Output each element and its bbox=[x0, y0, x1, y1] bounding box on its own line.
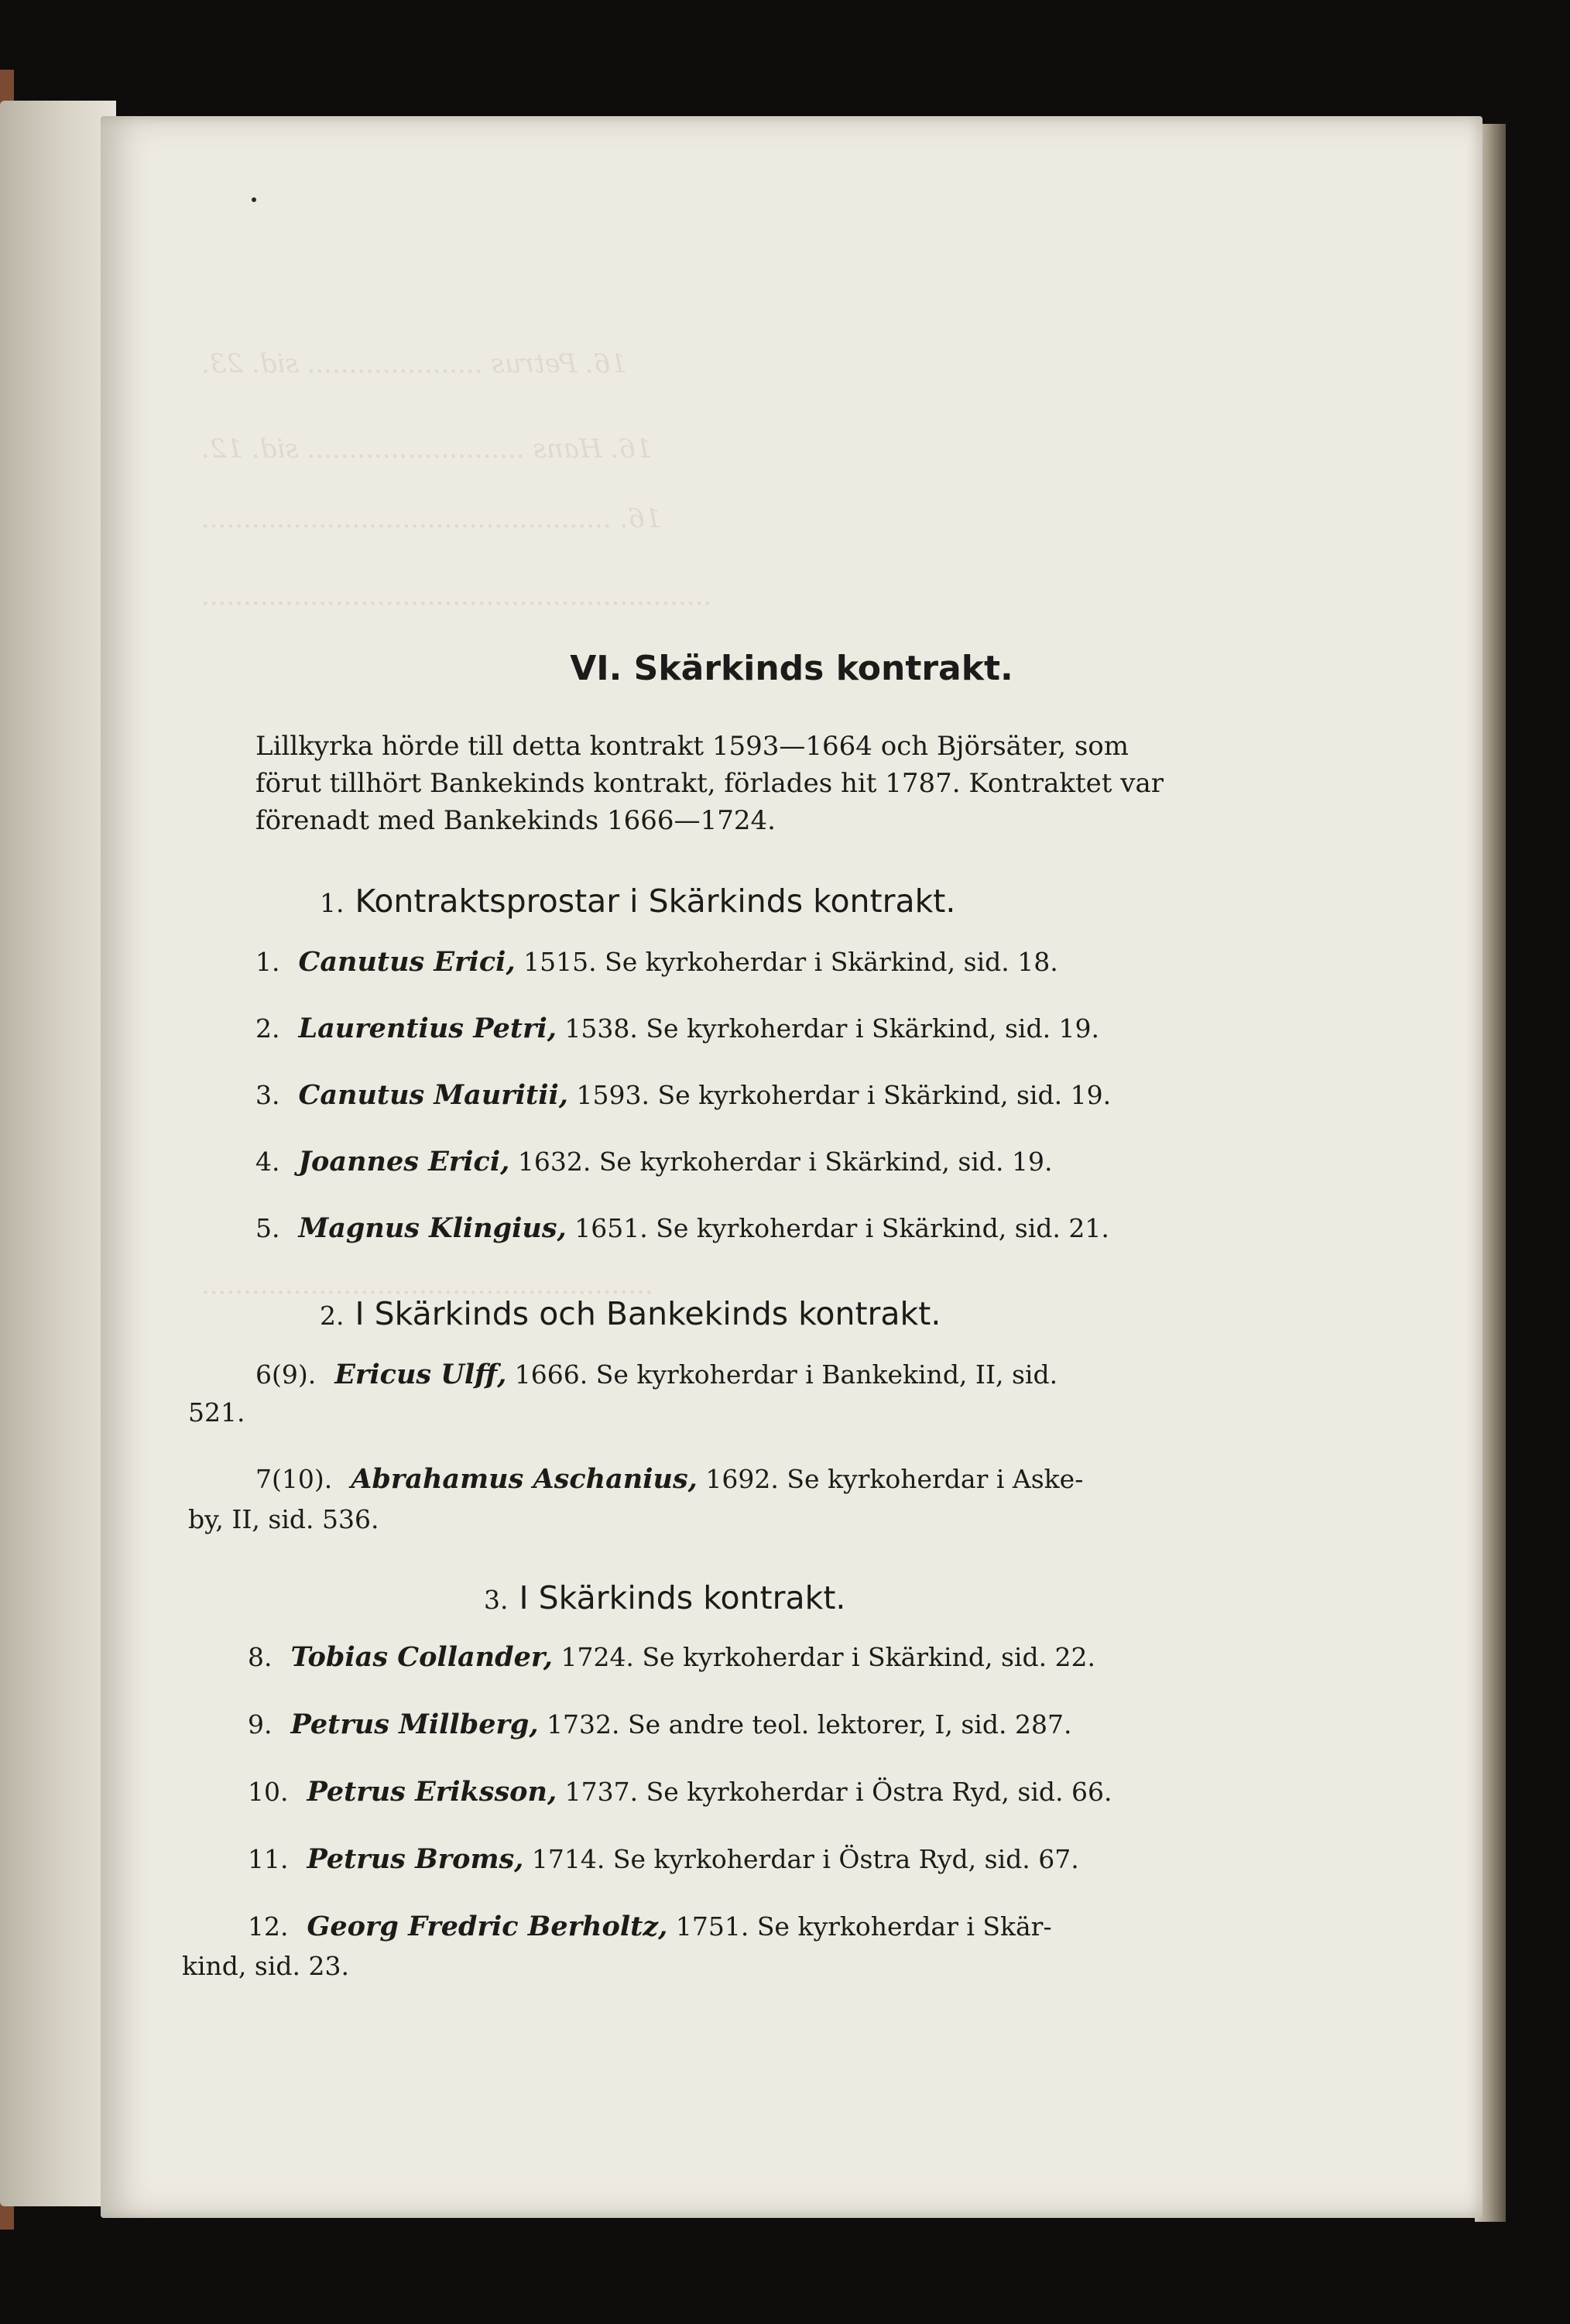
section-heading: 1. Kontraktsprostar i Skärkinds kontrakt. bbox=[320, 883, 956, 920]
intro-line: förenadt med Bankekinds 1666—1724. bbox=[255, 805, 776, 836]
intro-paragraph bbox=[255, 728, 1347, 839]
list-item-continuation: by, II, sid. 536. bbox=[188, 1504, 379, 1534]
list-item: 10. Petrus Eriksson, 1737. Se kyrkoherdar i Östra Ryd, sid. 66. bbox=[248, 1776, 1112, 1808]
list-item-continuation: kind, sid. 23. bbox=[182, 1951, 349, 1981]
section-heading: 2. I Skärkinds och Bankekinds kontrakt. bbox=[320, 1295, 941, 1332]
list-item: 4. Joannes Erici, 1632. Se kyrkoherdar i Skärkind, sid. 19. bbox=[255, 1146, 1053, 1177]
list-item: 7(10). Abrahamus Aschanius, 1692. Se kyrkoherdar i Aske- bbox=[255, 1463, 1084, 1495]
intro-line: förut tillhört Bankekinds kontrakt, förlades hit 1787. Kontraktet var bbox=[255, 768, 1164, 799]
list-item: 11. Petrus Broms, 1714. Se kyrkoherdar i Östra Ryd, sid. 67. bbox=[248, 1843, 1079, 1875]
list-item: 6(9). Ericus Ulff, 1666. Se kyrkoherdar i Bankekind, II, sid. bbox=[255, 1359, 1058, 1390]
chapter-heading: VI. Skärkinds kontrakt. bbox=[570, 649, 1013, 688]
intro-line: Lillkyrka hörde till detta kontrakt 1593—1664 och Björsäter, som bbox=[255, 731, 1129, 762]
section-heading: 3. I Skärkinds kontrakt. bbox=[484, 1579, 846, 1616]
list-item: 5. Magnus Klingius, 1651. Se kyrkoherdar i Skärkind, sid. 21. bbox=[255, 1212, 1109, 1244]
list-item: 8. Tobias Collander, 1724. Se kyrkoherdar i Skärkind, sid. 22. bbox=[248, 1641, 1096, 1673]
list-item: 12. Georg Fredric Berholtz, 1751. Se kyrkoherdar i Skär- bbox=[248, 1911, 1052, 1942]
facing-page-edge bbox=[0, 101, 116, 2206]
ink-speck bbox=[252, 197, 256, 202]
list-item-continuation: 521. bbox=[188, 1397, 245, 1428]
list-item: 3. Canutus Mauritii, 1593. Se kyrkoherdar i Skärkind, sid. 19. bbox=[255, 1079, 1112, 1111]
list-item: 9. Petrus Millberg, 1732. Se andre teol. lektorer, I, sid. 287. bbox=[248, 1709, 1072, 1740]
book-page: 16. Petrus ..................... sid. 23. 16. Hans .......................... sid. 12. 16. ................................................. ............................................................. ...................................................... VI. Skärkinds kontrakt. Lillkyrka hörde till detta kontrakt 1593—1664 och Björsäter, som förut tillhört Bankekinds kontrakt, förlades hit 1787. Kontraktet var förenadt med Bankekinds 1666—1724. 1. Kontraktsprostar i Skärkinds kontrakt. 1. Canutus Erici, 1515. Se kyrkoherdar i Skärkind, sid. 18. 2. Laurentius Petri, 1538. Se kyrkoherdar i Skärkind, sid. 19. 3. Canutus Mauritii, 1593. Se kyrkoherdar i Skärkind, sid. 19. 4. Joannes Erici, 1632. Se kyrkoherdar i Skärkind, sid. 19. 5. Magnus Klingius, 1651. Se kyrkoherdar i Skärkind, sid. 21. 2. I Skärkinds och Bankekinds kontrakt. 6(9). Ericus Ulff, 1666. Se kyrkoherdar i Bankekind, II, sid. 521. 7(10). Abrahamus Aschanius, 1692. Se kyrkoherdar i Aske- by, II, sid. 536. 3. I Skärkinds kontrakt. 8. Tobias Collander, 1724. Se kyrkoherdar i Skärkind, sid. 22. 9. Petrus Millberg, 1732. Se andre teol. lektorer, I, sid. 287. 10. Petrus Eriksson, 1737. Se kyrkoherdar i Östra Ryd, sid. 66. 11. Petrus Broms, 1714. Se kyrkoherdar i Östra Ryd, sid. 67. 12. Georg Fredric Berholtz, 1751. Se kyrkoherdar i Skär- kind, sid. 23. bbox=[101, 116, 1483, 2218]
list-item: 2. Laurentius Petri, 1538. Se kyrkoherdar i Skärkind, sid. 19. bbox=[255, 1013, 1100, 1044]
list-item: 1. Canutus Erici, 1515. Se kyrkoherdar i Skärkind, sid. 18. bbox=[255, 946, 1058, 978]
